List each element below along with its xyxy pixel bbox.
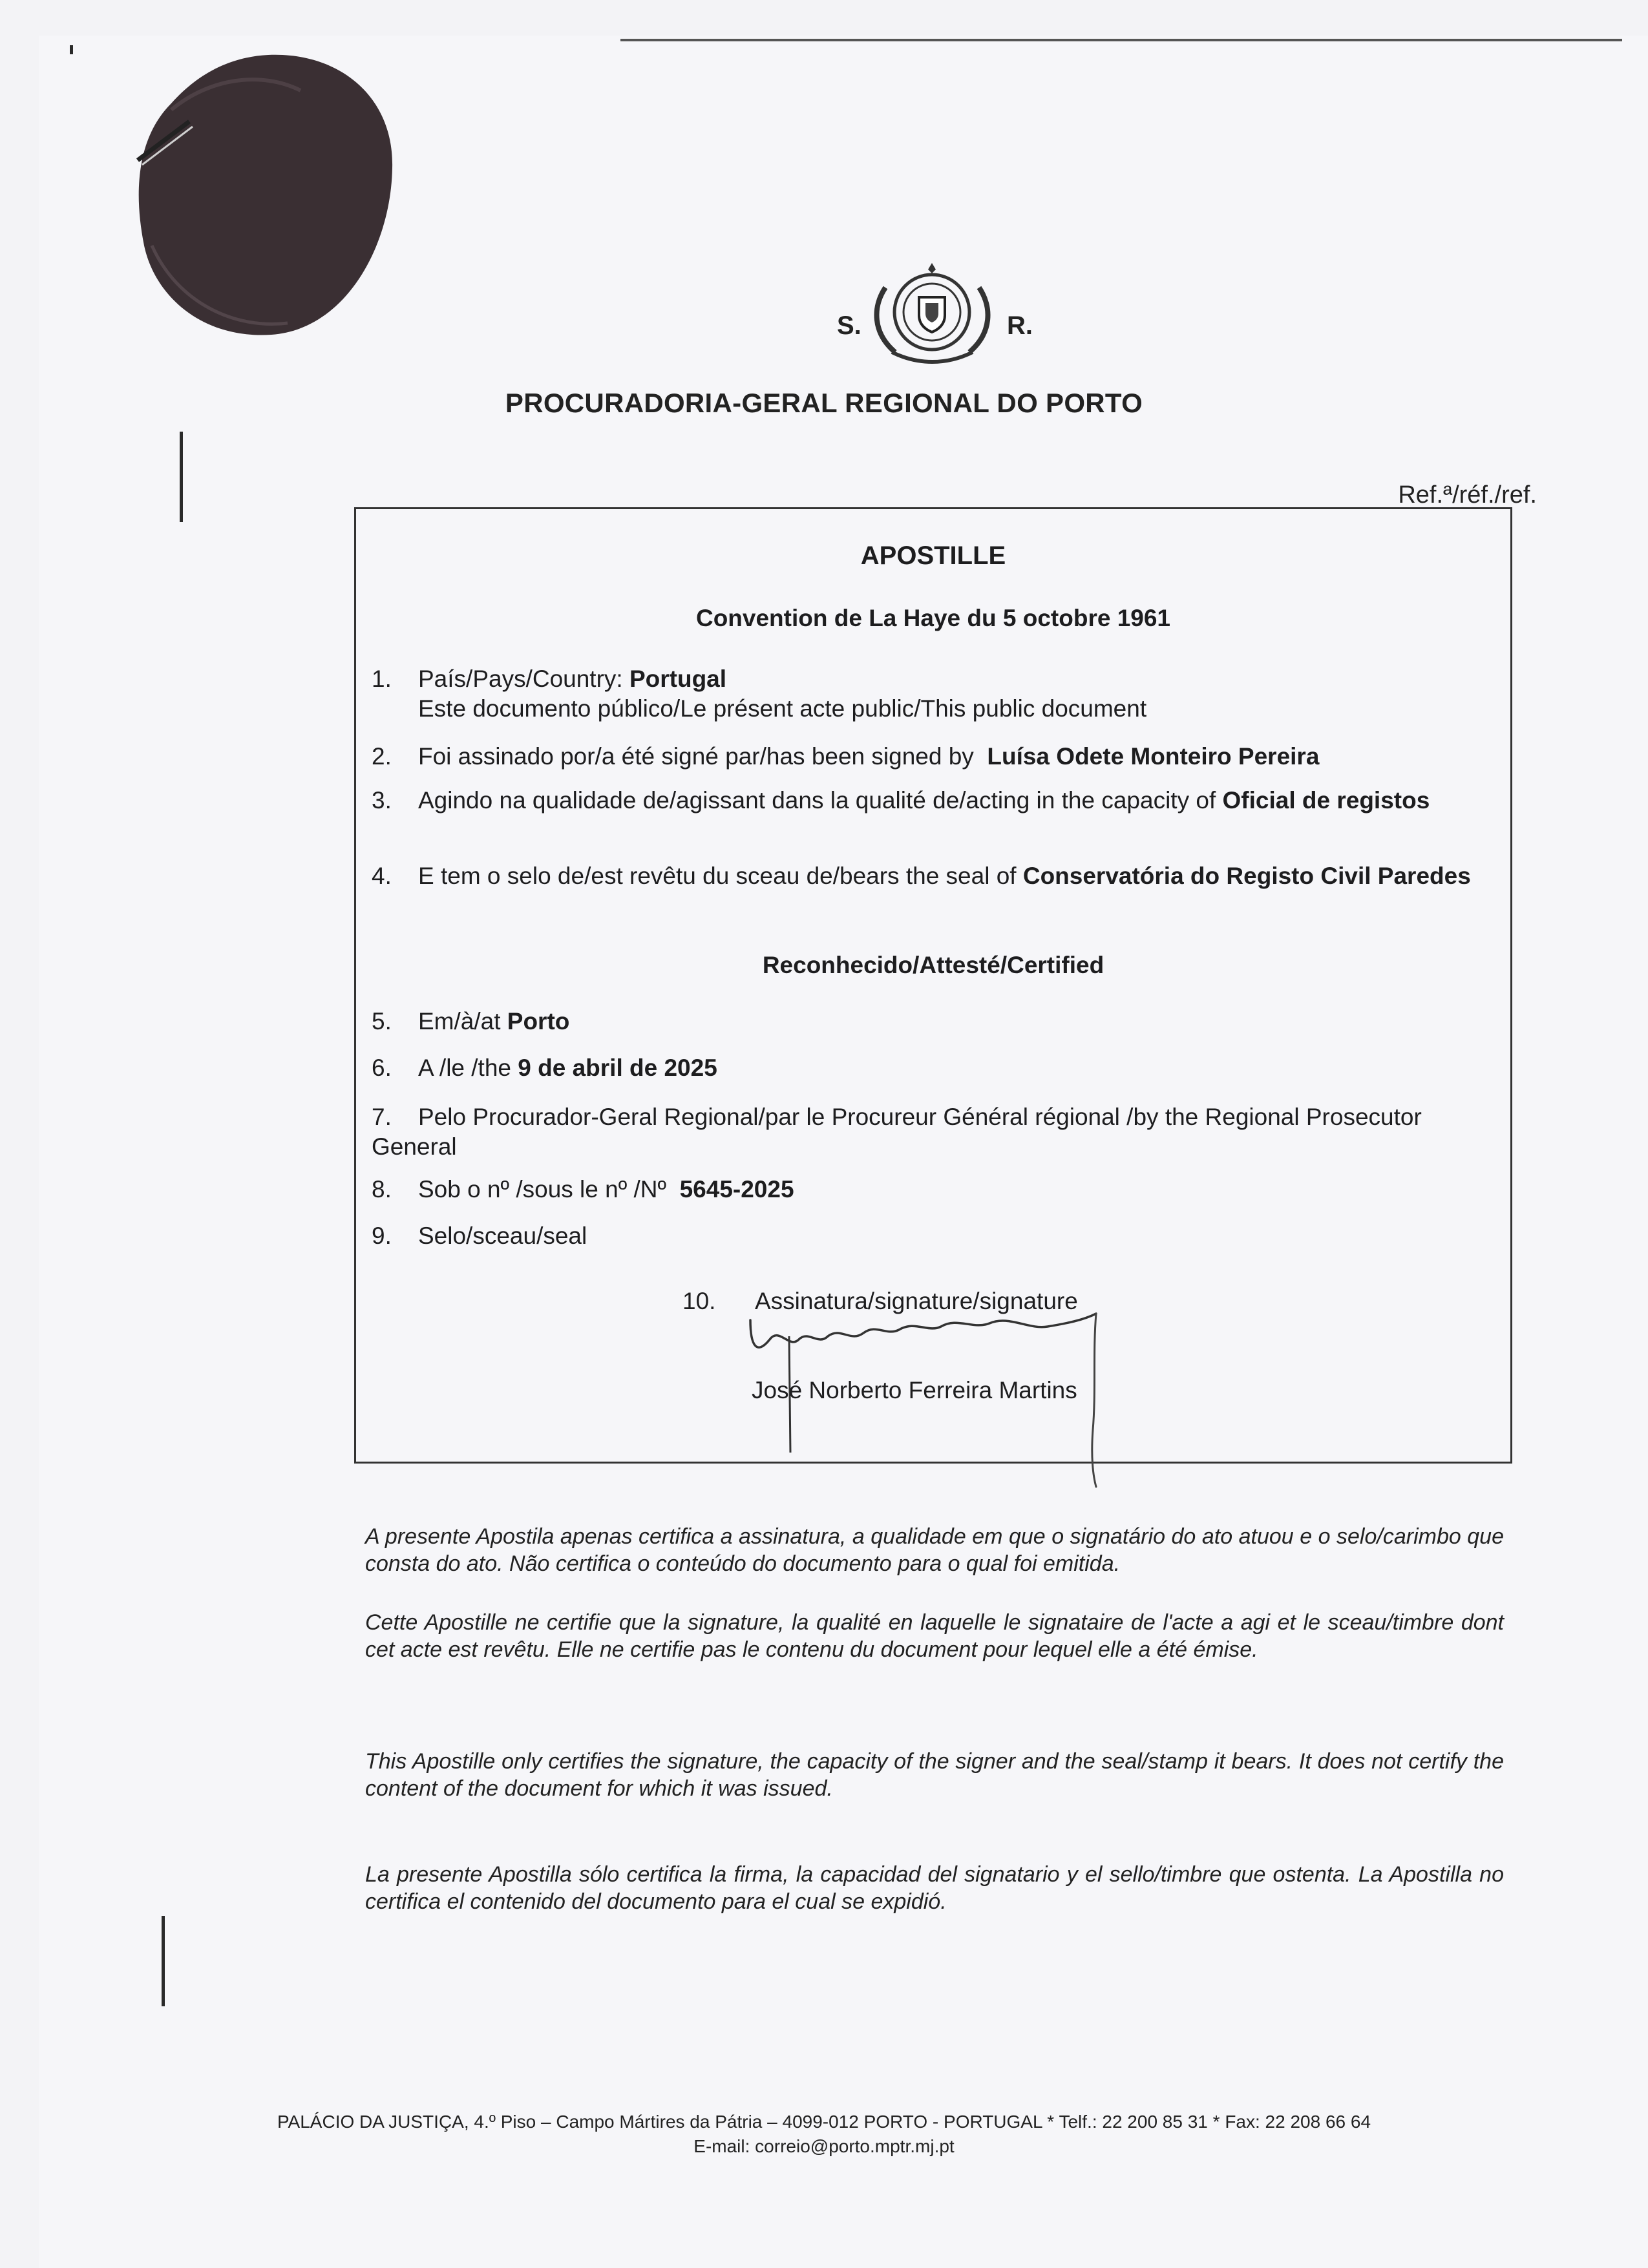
apostille-convention: Convention de La Haye du 5 octobre 1961	[695, 605, 1171, 631]
item-1: 1. País/Pays/Country: Portugal Este documento público/Le présent acte public/This public document	[372, 666, 1147, 722]
apostille-title: APOSTILLE	[860, 541, 1006, 570]
place-value: Porto	[507, 1008, 570, 1034]
number-value: 5645-2025	[679, 1176, 794, 1202]
margin-mark-top	[70, 45, 73, 54]
item-3: 3. Agindo na qualidade de/agissant dans la qualité de/acting in the capacity of Oficial de registos	[372, 787, 1430, 814]
capacity-value: Oficial de registos	[1222, 787, 1430, 814]
footer	[0, 2110, 1648, 2159]
crest-letter-right: R.	[1007, 311, 1033, 340]
item-5: 5. Em/à/at Porto	[372, 1008, 570, 1034]
item-8: 8. Sob o nº /sous le nº /Nº 5645-2025	[372, 1176, 794, 1202]
certified-label: Reconhecido/Attesté/Certified	[762, 952, 1104, 978]
signed-by-value: Luísa Odete Monteiro Pereira	[987, 743, 1320, 770]
note-spanish: La presente Apostilla sólo certifica la firma, la capacidad del signatario y el sello/timbre que ostenta. La Apostilla no certifica el contenido del documento para el cual se expidió.	[365, 1862, 1504, 1914]
portuguese-coat-of-arms-icon	[866, 262, 998, 368]
item-4: 4. E tem o selo de/est revêtu du sceau de/bears the seal of Conservatória do Registo Civil Paredes	[372, 863, 1471, 889]
reference-label: Ref.ª/réf./ref.	[1398, 481, 1537, 509]
wax-seal-icon	[132, 52, 397, 336]
country-value: Portugal	[629, 666, 727, 692]
item-2: 2. Foi assinado por/a été signé par/has been signed by Luísa Odete Monteiro Pereira	[372, 743, 1320, 770]
public-document-line: Este documento público/Le présent acte public/This public document	[418, 695, 1147, 722]
margin-mark-middle	[180, 432, 183, 522]
apostille-box	[354, 507, 1512, 1464]
item-9: 9. Selo/sceau/seal	[372, 1223, 587, 1249]
issuing-authority: PROCURADORIA-GERAL REGIONAL DO PORTO	[505, 388, 1143, 418]
footer-email: E-mail: correio@porto.mptr.mj.pt	[693, 2136, 955, 2156]
item-6: 6. A /le /the 9 de abril de 2025	[372, 1055, 717, 1081]
top-border-line	[620, 39, 1622, 41]
item-10: 10. Assinatura/signature/signature	[682, 1288, 1078, 1314]
footer-address: PALÁCIO DA JUSTIÇA, 4.º Piso – Campo Mártires da Pátria – 4099-012 PORTO - PORTUGAL * Telf.: 22 200 85 31 * Fax: 22 208 66 64	[277, 2112, 1371, 2132]
item-7: 7. Pelo Procurador-Geral Regional/par le Procureur Général régional /by the Regional Prosecutor General	[372, 1104, 1422, 1160]
signatory-name: José Norberto Ferreira Martins	[752, 1377, 1077, 1403]
note-english: This Apostille only certifies the signature, the capacity of the signer and the seal/stamp it bears. It does not certify the content of the document for which it was issued.	[365, 1749, 1504, 1801]
note-portuguese: A presente Apostila apenas certifica a assinatura, a qualidade em que o signatário do ato atuou e o selo/carimbo que consta do ato. Não certifica o conteúdo do documento para o qual foi emitida.	[365, 1524, 1504, 1576]
note-french: Cette Apostille ne certifie que la signature, la qualité en laquelle le signataire de l'acte a agi et le sceau/timbre dont cet acte est revêtu. Elle ne certifie pas le contenu du document pour lequel elle a été émise.	[365, 1610, 1504, 1662]
margin-mark-bottom	[162, 1916, 165, 2006]
date-value: 9 de abril de 2025	[518, 1055, 717, 1081]
seal-of-value: Conservatória do Registo Civil Paredes	[1022, 863, 1471, 889]
crest-letter-left: S.	[837, 311, 861, 340]
